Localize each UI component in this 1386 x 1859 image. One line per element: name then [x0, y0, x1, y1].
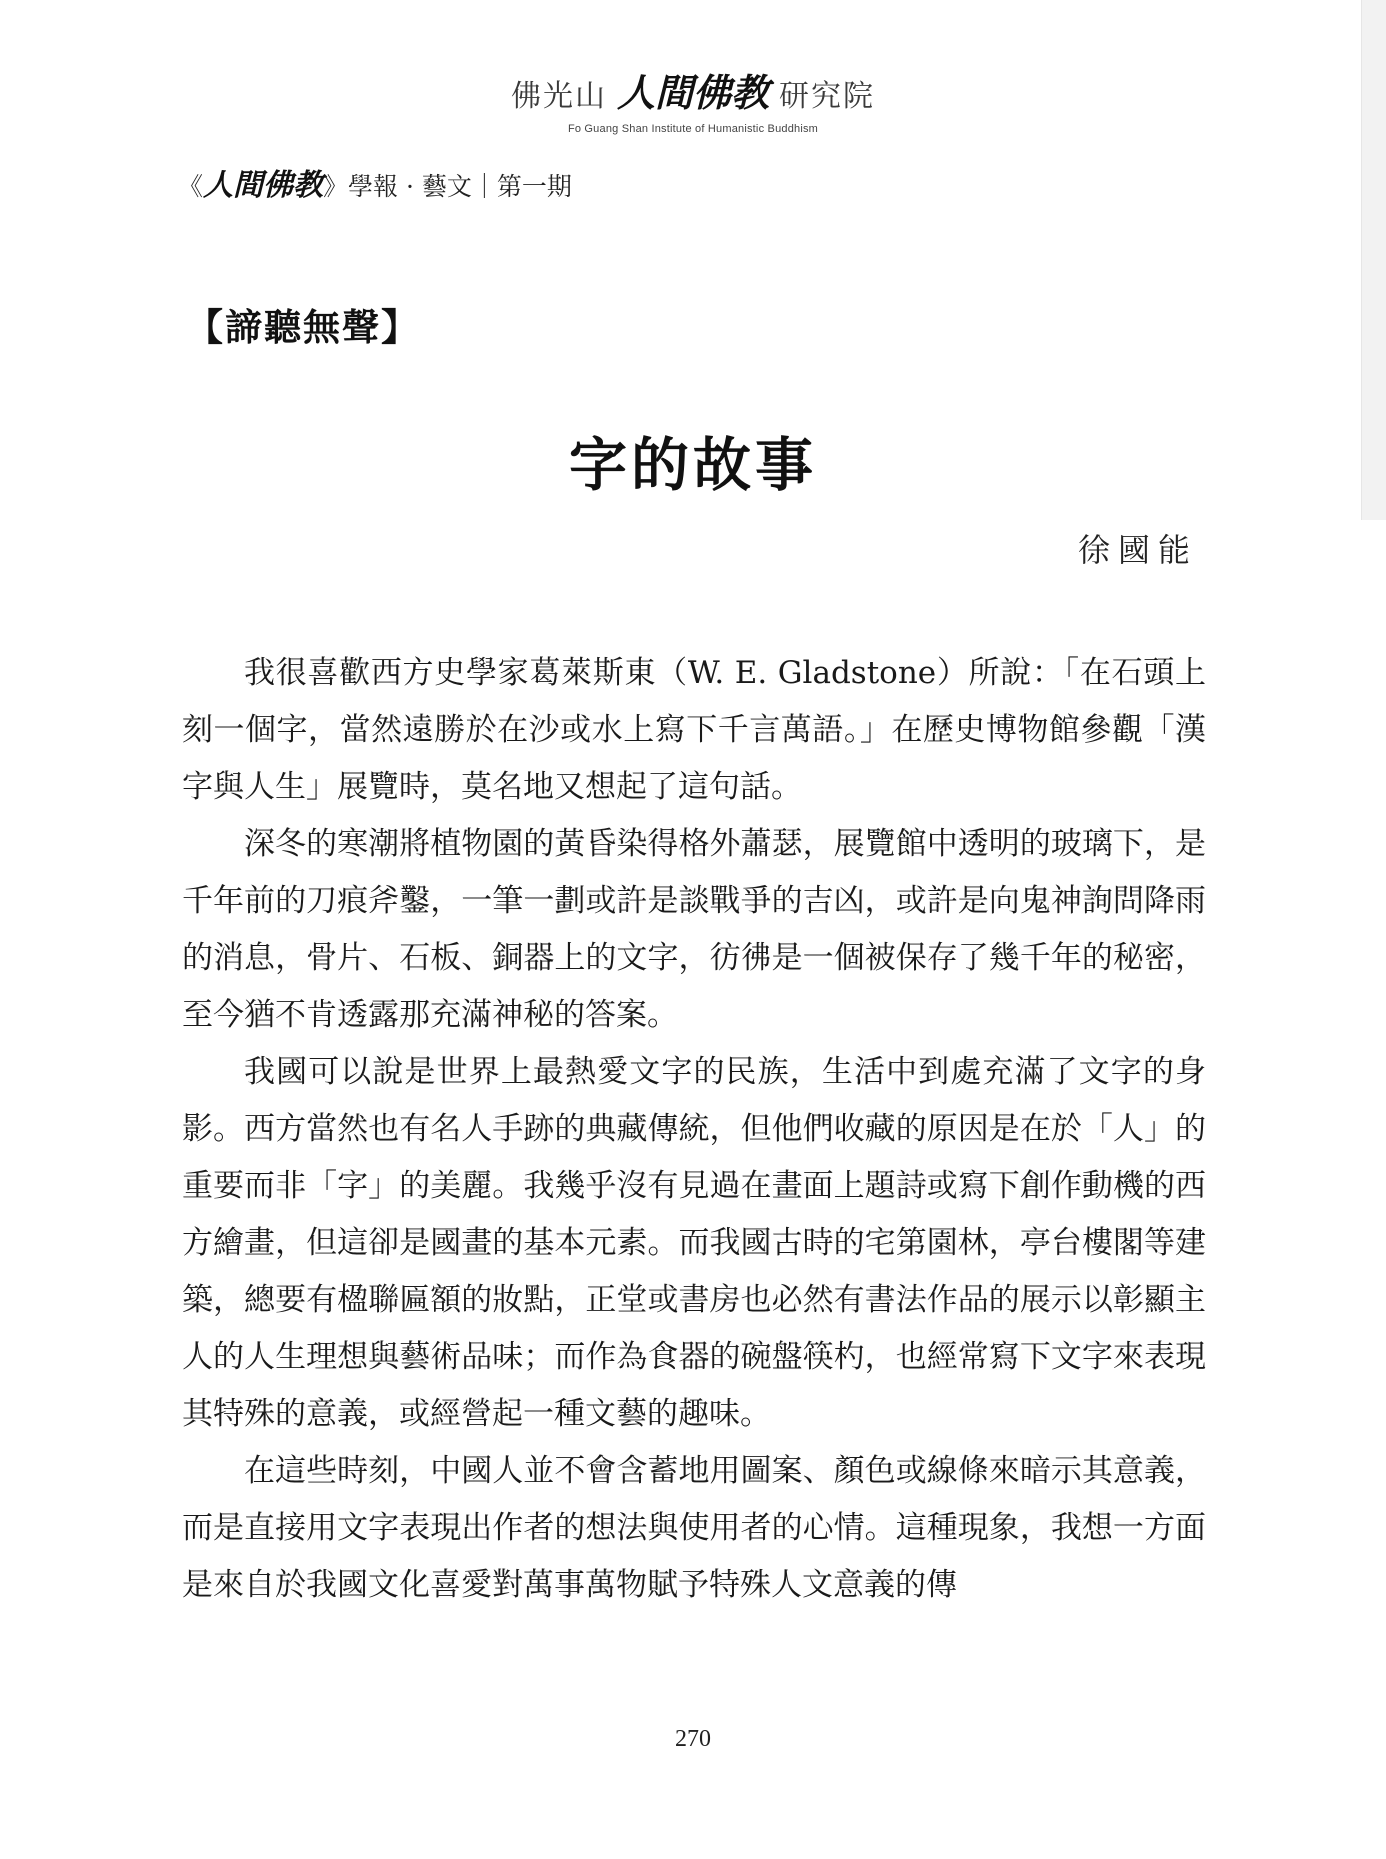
journal-brand-logo: 人間佛教 — [203, 168, 324, 203]
institute-brand-logo: 人間佛教 — [616, 71, 769, 115]
article-author: 徐國能 — [1077, 531, 1198, 569]
institute-english-name: Fo Guang Shan Institute of Humanistic Buddhism — [567, 123, 819, 135]
article-body — [182, 645, 1206, 1614]
paragraph: 深冬的寒潮將植物園的黃昏染得格外蕭瑟，展覽館中透明的玻璃下，是千年前的刀痕斧鑿，一筆一劃或許是談戰爭的吉凶，或許是向鬼神詢問降雨的消息，骨片、石板、銅器上的文字，彷彿是一個被保存了幾千年的秘密，至今猶不肯透露那充滿神秘的答案。 — [182, 826, 1206, 1033]
paragraph: 我很喜歡西方史學家葛萊斯東（W. E. Gladstone）所說：「在石頭上刻一個字，當然遠勝於在沙或水上寫下千言萬語。」在歷史博物館參觀「漢字與人生」展覽時，莫名地又想起了這句話。 — [182, 655, 1206, 805]
journal-title-rest: 》學報 · 藝文｜第一期 — [323, 172, 572, 201]
institute-prefix: 佛光山 — [510, 79, 607, 114]
journal-running-head — [178, 160, 572, 204]
journal-open-bracket: 《 — [178, 172, 204, 201]
paragraph: 在這些時刻，中國人並不會含蓄地用圖案、顏色或線條來暗示其意義，而是直接用文字表現出作者的想法與使用者的心情。這種現象，我想一方面是來自於我國文化喜愛對萬事萬物賦予特殊人文意義的傳 — [182, 1453, 1206, 1603]
article-title: 字的故事 — [568, 431, 817, 499]
section-heading: 【諦聽無聲】 — [186, 305, 420, 349]
page-number: 270 — [675, 1726, 711, 1752]
paragraph: 我國可以說是世界上最熱愛文字的民族，生活中到處充滿了文字的身影。西方當然也有名人手跡的典藏傳統，但他們收藏的原因是在於「人」的重要而非「字」的美麗。我幾乎沒有見過在畫面上題詩或寫下創作動機的西方繪畫，但這卻是國畫的基本元素。而我國古時的宅第園林，亭台樓閣等建築，總要有楹聯匾額的妝點，正堂或書房也必然有書法作品的展示以彰顯主人的人生理想與藝術品味；而作為食器的碗盤筷杓，也經常寫下文字來表現其特殊的意義，或經營起一種文藝的趣味。 — [182, 1054, 1206, 1432]
institute-header — [0, 62, 1386, 135]
institute-name — [511, 62, 875, 117]
institute-suffix: 研究院 — [779, 79, 875, 114]
